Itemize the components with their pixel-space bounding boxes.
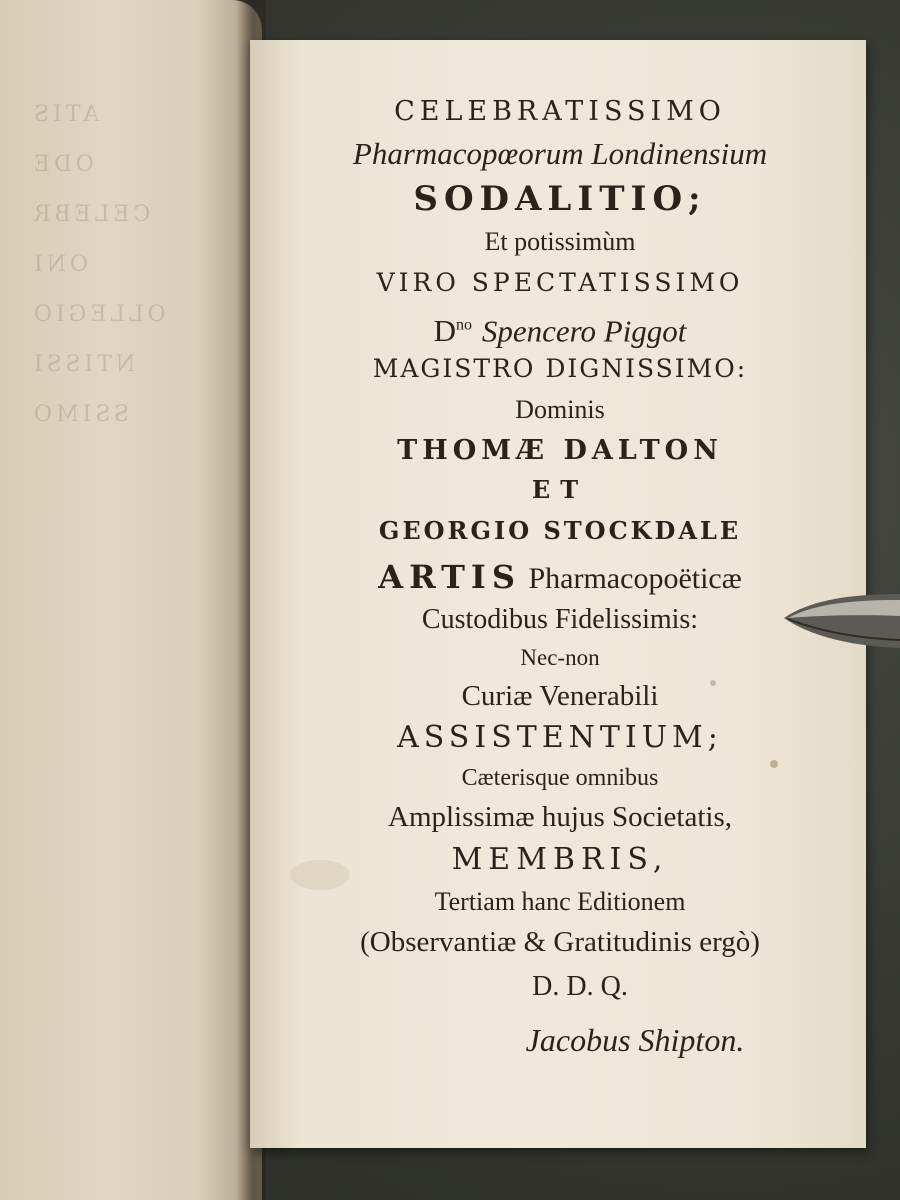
dedication-line-artis <box>280 554 840 600</box>
dedication-line-curiae: Curiæ Venerabili <box>461 680 659 712</box>
dedication-line-custodibus: Custodibus Fidelissimis: <box>421 604 699 635</box>
dedication-line-membris: MEMBRIS, <box>451 842 669 877</box>
dedication-line-viro-spectatissimo: VIRO SPECTATISSIMO <box>376 268 744 297</box>
dedication-line-celebratissimo: CELEBRATISSIMO <box>394 96 726 127</box>
show-through-line: NTISSI <box>30 352 136 377</box>
dno-abbreviation <box>434 313 472 348</box>
dedication-line-et-potissimum: Et potissimùm <box>484 227 636 256</box>
show-through-line: OLLEGIO <box>30 302 166 327</box>
show-through-line: SSIMO <box>30 402 130 427</box>
left-page <box>0 0 262 1200</box>
show-through-text <box>30 90 250 990</box>
dedication-line-dominis: Dominis <box>515 395 605 424</box>
dedication-line-pharmacopoeorum: Pharmacopœorum Londinensium <box>352 136 768 171</box>
metal-page-pointer <box>780 586 900 656</box>
dedication-line-nec-non: Nec-non <box>520 645 600 670</box>
dedication-line-caeterisque: Cæterisque omnibus <box>461 765 659 791</box>
dedication-line-spencero-piggot <box>280 304 840 348</box>
pharmacopoeticae-word: Pharmacopoëticæ <box>528 562 742 595</box>
dedication-line-amplissimae: Amplissimæ hujus Societatis, <box>388 801 732 833</box>
show-through-line: ODE <box>30 152 94 177</box>
dedication-line-tertiam: Tertiam hanc Editionem <box>434 887 686 916</box>
dedication-line-observantiae: (Observantiæ & Gratitudinis ergò) <box>360 926 760 958</box>
spencero-piggot-name: Spencero Piggot <box>481 313 687 349</box>
dedication-signature: Jacobus Shipton. <box>525 1022 745 1058</box>
show-through-line: CELEBR <box>30 202 151 227</box>
dedication-line-magistro: MAGISTRO DIGNISSIMO: <box>372 354 748 383</box>
show-through-line: ATIS <box>30 102 100 127</box>
dedication-line-assistentium: ASSISTENTIUM; <box>397 720 723 755</box>
dedication-line-ddq: D. D. Q. <box>532 971 628 1002</box>
dedication-line-et: ET <box>531 475 589 504</box>
dno-superscript: no <box>455 317 472 334</box>
dedication-line-sodalitio: SODALITIO; <box>413 179 707 219</box>
dno-letter: D <box>433 313 456 349</box>
artis-word: ARTIS <box>378 558 521 596</box>
show-through-line: ONI <box>30 252 88 277</box>
dedication-text <box>280 92 840 1068</box>
dedication-line-thomae-dalton: THOMÆ DALTON <box>397 435 723 466</box>
dedication-line-georgio-stockdale: GEORGIO STOCKDALE <box>378 516 742 545</box>
